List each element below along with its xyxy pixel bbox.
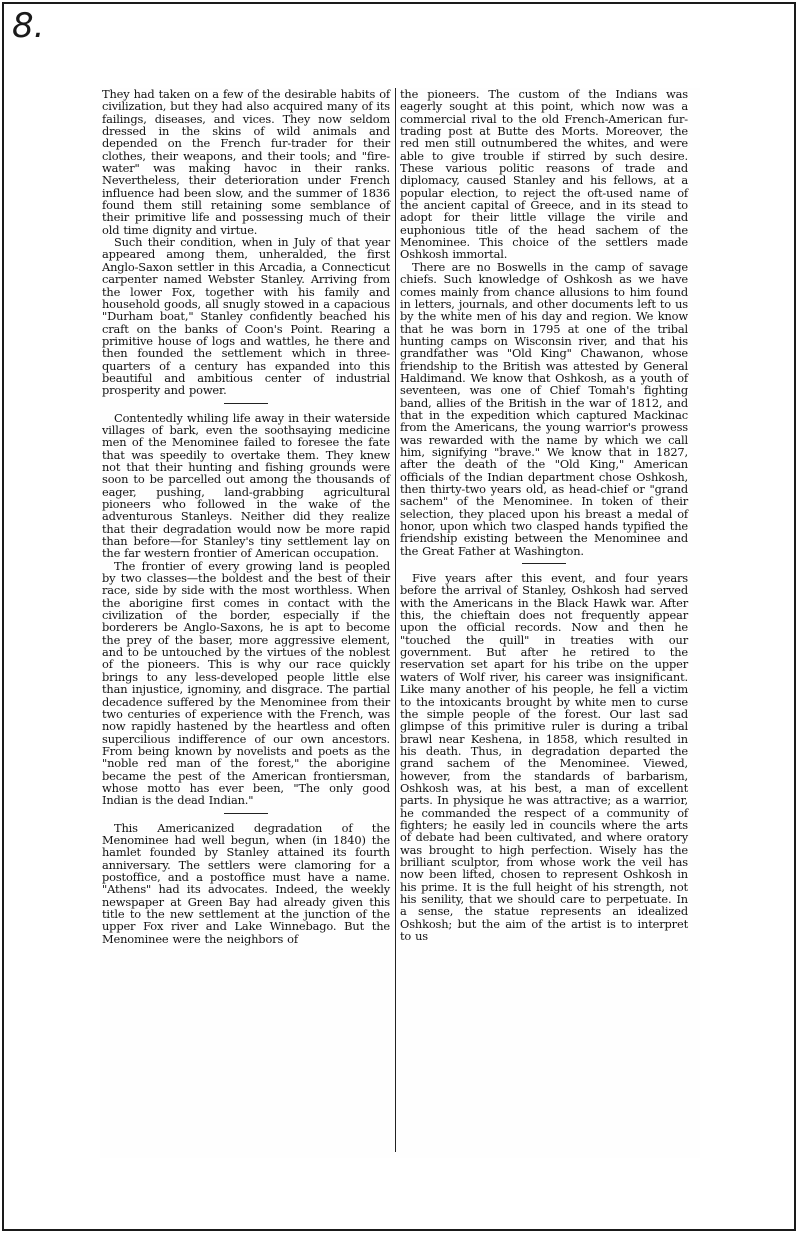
left-column <box>102 88 390 945</box>
paragraph: Contentedly whiling life away in their waterside villages of bark, even the soothsaying medicine men of the Menominee failed to foresee the fate that was speedily to overtake them. They knew not that their hunting and fishing grounds were soon to be parcelled out among the thousands of eager, pushing, land-grabbing agricultural pioneers who followed in the wake of the adventurous Stanleys. Neither did they realize that their degradation would now be more rapid than before—for Stanley's tiny settlement lay on the far western frontier of American occupation. <box>102 410 390 561</box>
right-column <box>400 88 688 942</box>
paragraph: They had taken on a few of the desirable habits of civilization, but they had also acquired many of its failings, diseases, and vices. They now seldom dressed in the skins of wild animals and depended on the French fur-trader for their clothes, their weapons, and their tools; and "fire-water" was making havoc in their ranks. Nevertheless, their deterioration under French influence had been slow, and the summer of 1836 found them still retaining some semblance of their primitive life and possessing much of their old time dignity and virtue. <box>102 87 390 237</box>
paragraph: This Americanized degradation of the Menominee had well begun, when (in 1840) the hamlet founded by Stanley attained its fourth anniversary. The settlers were clamoring for a postoffice, and a postoffice must have a name. "Athens" had its advocates. Indeed, the weekly newspaper at Green Bay had already given this title to the new settlement at the junction of the upper Fox river and Lake Winnebago. But the Menominee were the neighbors of <box>102 820 390 946</box>
page-number: 8. <box>12 6 45 46</box>
column-rule <box>395 88 396 1152</box>
section-divider <box>522 563 566 564</box>
newspaper-clipping <box>100 88 700 1158</box>
section-divider <box>224 813 268 814</box>
section-divider <box>224 403 268 404</box>
paragraph: Such their condition, when in July of that year appeared among them, unheralded, the first Anglo-Saxon settler in this Arcadia, a Connecticut carpenter named Webster Stanley. Arriving from the lower Fox, together with his family and household goods, all snugly stowed in a capacious "Durham boat," Stanley confidently beached his craft on the banks of Coon's Point. Rearing a primitive house of logs and wattles, he there and then founded the settlement which in three-quarters of a century has expanded into this beautiful and ambitious center of industrial prosperity and power. <box>102 235 390 398</box>
paragraph: the pioneers. The custom of the Indians was eagerly sought at this point, which now was a commercial rival to the old French-American fur-trading post at Butte des Morts. Moreover, the red men still outnumbered the whites, and were able to give trouble if stirred by such desire. These various politic reasons of trade and diplomacy, caused Stanley and his fellows, at a popular election, to reject the oft-used name of the ancient capital of Greece, and in its stead to adopt for their little village the virile and euphonious title of the head sachem of the Menominee. This choice of the settlers made Oshkosh immortal. <box>400 87 688 262</box>
paragraph: Five years after this event, and four years before the arrival of Stanley, Oshkosh had served with the Americans in the Black Hawk war. After this, the chieftain does not frequently appear upon the official records. Now and then he "touched the quill" in treaties with our government. But after he retired to the reservation set apart for his tribe on the upper waters of Wolf river, his career was insignificant. Like many another of his people, he fell a victim to the intoxicants brought by white men to curse the simple people of the forest. Our last sad glimpse of this primitive ruler is during a tribal brawl near Keshena, in 1858, which resulted in his death. Thus, in degradation departed the grand sachem of the Menominee. Viewed, however, from the standards of barbarism, Oshkosh was, at his best, a man of excellent parts. In physique he was attractive; as a warrior, he commanded the respect of a community of fighters; he easily led in councils where the arts of debate had been cultivated, and where oratory was brought to high perfection. Wisely has the brilliant sculptor, from whose work the veil has now been lifted, chosen to represent Oshkosh in his prime. It is the full height of his strength, not his senility, that we should care to perpetuate. In a sense, the statue represents an idealized Oshkosh; but the aim of the artist is to interpret to us <box>400 571 688 944</box>
paragraph: The frontier of every growing land is peopled by two classes—the boldest and the best of their race, side by side with the most worthless. When the aborigine first comes in contact with the civilization of the border, especially if the borderers be Anglo-Saxons, he is apt to become the prey of the baser, more aggressive element, and to be untouched by the virtues of the noblest of the pioneers. This is why our race quickly brings to any less-developed people little else than injustice, ignominy, and disgrace. The partial decadence suffered by the Menominee from their two centuries of experience with the French, was now rapidly hastened by the heartless and often supercilious indifference of our own ancestors. From being known by novelists and poets as the "noble red man of the forest," the aborigine became the pest of the American frontiersman, whose motto has ever been, "The only good Indian is the dead Indian." <box>102 558 390 808</box>
paragraph: There are no Boswells in the camp of savage chiefs. Such knowledge of Oshkosh as we have comes mainly from chance allusions to him found in letters, journals, and other documents left to us by the white men of his day and region. We know that he was born in 1795 at one of the tribal hunting camps on Wisconsin river, and that his grandfather was "Old King" Chawanon, whose friendship to the British was attested by General Haldimand. We know that Oshkosh, as a youth of seventeen, was one of Chief Tomah's fighting band, allies of the British in the war of 1812, and that in the expedition which captured Mackinac from the Americans, the young warrior's prowess was rewarded with the name by which we call him, signifying "brave." We know that in 1827, after the death of the "Old King," American officials of the Indian department chose Oshkosh, then thirty-two years old, as head-chief or "grand sachem" of the Menominee. In token of their selection, they placed upon his breast a medal of honor, upon which two clasped hands typified the friendship existing between the Menominee and the Great Father at Washington. <box>400 259 688 558</box>
